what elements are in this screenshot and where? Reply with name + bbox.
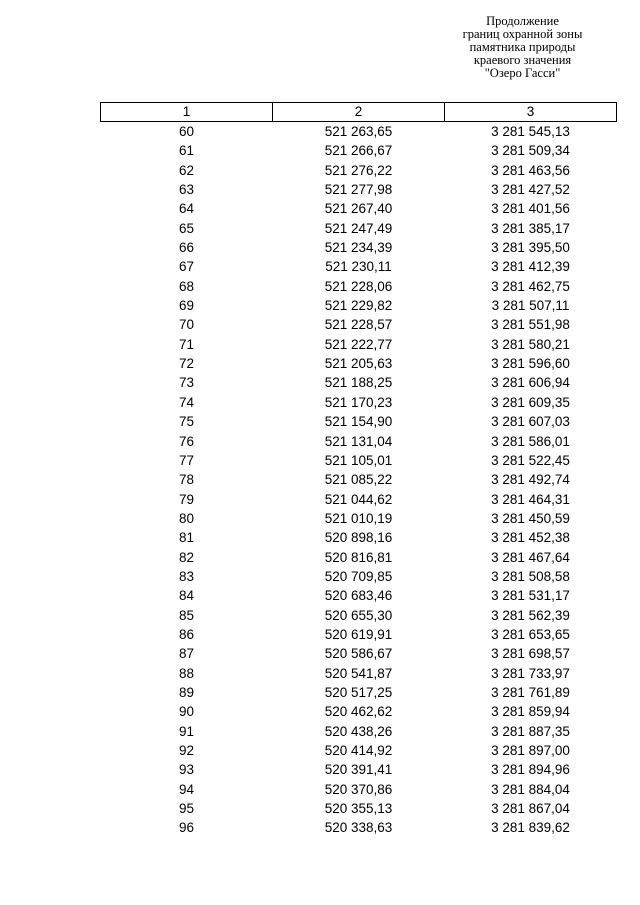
table-row (101, 219, 617, 238)
cell-point-number: 94 (178, 781, 195, 797)
table-row (101, 741, 617, 760)
table-row (101, 335, 617, 354)
table-row (101, 180, 617, 199)
cell-point-number: 68 (178, 278, 195, 294)
cell-point-number: 85 (178, 607, 195, 623)
cell-x-coordinate: 520 517,25 (324, 684, 393, 700)
cell-y-coordinate: 3 281 761,89 (491, 684, 570, 700)
cell-point-number: 77 (178, 452, 195, 468)
cell-x-coordinate: 521 085,22 (324, 472, 393, 488)
cell-point-number: 87 (178, 646, 195, 662)
table-row (101, 799, 617, 818)
cell-point-number: 73 (178, 375, 195, 391)
cell-x-coordinate: 520 816,81 (324, 549, 393, 565)
table-row (101, 509, 617, 528)
cell-point-number: 63 (178, 182, 195, 198)
cell-y-coordinate: 3 281 427,52 (491, 182, 570, 198)
cell-x-coordinate: 521 105,01 (324, 452, 393, 468)
cell-y-coordinate: 3 281 733,97 (491, 665, 570, 681)
cell-y-coordinate: 3 281 887,35 (491, 723, 570, 739)
cell-y-coordinate: 3 281 884,04 (491, 781, 570, 797)
cell-x-coordinate: 520 370,86 (324, 781, 393, 797)
cell-y-coordinate: 3 281 894,96 (491, 762, 570, 778)
column-header-y: 3 (445, 103, 617, 122)
table-row (101, 432, 617, 451)
cell-x-coordinate: 521 247,49 (324, 220, 393, 236)
cell-x-coordinate: 521 267,40 (324, 201, 393, 217)
cell-y-coordinate: 3 281 653,65 (491, 626, 570, 642)
cell-x-coordinate: 520 391,41 (324, 762, 393, 778)
table-header (101, 103, 617, 122)
cell-y-coordinate: 3 281 586,01 (491, 433, 570, 449)
cell-point-number: 64 (178, 201, 195, 217)
cell-point-number: 71 (178, 336, 195, 352)
cell-x-coordinate: 520 655,30 (324, 607, 393, 623)
cell-x-coordinate: 520 541,87 (324, 665, 393, 681)
cell-y-coordinate: 3 281 897,00 (491, 743, 570, 758)
cell-point-number: 81 (178, 530, 195, 546)
caption-line: "Озеро Гасси" (484, 66, 561, 80)
column-header-x: 2 (273, 103, 445, 122)
cell-y-coordinate: 3 281 522,45 (491, 452, 570, 468)
cell-y-coordinate: 3 281 395,50 (491, 240, 570, 256)
table-row (101, 315, 617, 334)
cell-y-coordinate: 3 281 609,35 (491, 394, 570, 410)
table-row (101, 702, 617, 721)
cell-y-coordinate: 3 281 867,04 (491, 801, 570, 817)
cell-x-coordinate: 521 229,82 (324, 298, 393, 314)
cell-point-number: 70 (178, 317, 195, 333)
cell-point-number: 84 (178, 588, 195, 604)
table-row (101, 393, 617, 412)
caption-line: краевого значения (473, 53, 572, 67)
cell-point-number: 78 (178, 472, 195, 488)
cell-point-number: 65 (178, 220, 195, 236)
table-row (101, 625, 617, 644)
table-row (101, 490, 617, 509)
cell-y-coordinate: 3 281 462,75 (491, 278, 570, 294)
coordinates-table (100, 102, 617, 838)
cell-y-coordinate: 3 281 401,56 (491, 201, 570, 217)
cell-x-coordinate: 520 438,26 (324, 723, 393, 739)
cell-x-coordinate: 520 709,85 (324, 568, 393, 584)
cell-x-coordinate: 520 586,67 (324, 646, 393, 662)
cell-point-number: 90 (178, 704, 195, 720)
table-row (101, 277, 617, 296)
cell-point-number: 92 (178, 743, 195, 758)
cell-x-coordinate: 521 277,98 (324, 182, 393, 198)
cell-x-coordinate: 520 619,91 (324, 626, 393, 642)
cell-point-number: 60 (178, 124, 195, 139)
table-row (101, 470, 617, 489)
cell-point-number: 75 (178, 414, 195, 430)
cell-x-coordinate: 521 266,67 (324, 143, 393, 159)
table-row (101, 199, 617, 218)
cell-y-coordinate: 3 281 452,38 (491, 530, 570, 546)
table-row (101, 818, 617, 837)
cell-y-coordinate: 3 281 859,94 (491, 704, 570, 720)
cell-x-coordinate: 521 228,57 (324, 317, 393, 333)
cell-y-coordinate: 3 281 450,59 (491, 510, 570, 526)
cell-point-number: 96 (178, 820, 195, 836)
cell-x-coordinate: 521 044,62 (324, 491, 393, 507)
table-row (101, 296, 617, 315)
table-row (101, 722, 617, 741)
cell-point-number: 80 (178, 510, 195, 526)
cell-point-number: 91 (178, 723, 195, 739)
table-row (101, 238, 617, 257)
caption-line: Продолжение (486, 14, 559, 28)
cell-point-number: 61 (178, 143, 195, 159)
cell-y-coordinate: 3 281 412,39 (491, 259, 570, 275)
table-row (101, 664, 617, 683)
cell-point-number: 93 (178, 762, 195, 778)
cell-y-coordinate: 3 281 492,74 (491, 472, 570, 488)
cell-point-number: 69 (178, 298, 195, 314)
table-row (101, 567, 617, 586)
cell-x-coordinate: 521 170,23 (324, 394, 393, 410)
cell-point-number: 62 (178, 162, 195, 178)
table-row (101, 548, 617, 567)
cell-x-coordinate: 521 228,06 (324, 278, 393, 294)
cell-point-number: 76 (178, 433, 195, 449)
cell-x-coordinate: 521 010,19 (324, 510, 393, 526)
table-row (101, 373, 617, 392)
cell-point-number: 95 (178, 801, 195, 817)
cell-y-coordinate: 3 281 508,58 (491, 568, 570, 584)
cell-y-coordinate: 3 281 596,60 (491, 356, 570, 372)
cell-x-coordinate: 521 188,25 (324, 375, 393, 391)
cell-point-number: 67 (178, 259, 195, 275)
cell-x-coordinate: 521 230,11 (325, 259, 392, 275)
table-row (101, 760, 617, 779)
cell-y-coordinate: 3 281 580,21 (491, 336, 570, 352)
cell-x-coordinate: 520 462,62 (324, 704, 393, 720)
cell-point-number: 89 (178, 684, 195, 700)
cell-x-coordinate: 521 205,63 (324, 356, 393, 372)
cell-x-coordinate: 521 234,39 (324, 240, 393, 256)
cell-point-number: 72 (178, 356, 195, 372)
cell-y-coordinate: 3 281 509,34 (491, 143, 570, 159)
cell-point-number: 79 (178, 491, 195, 507)
cell-x-coordinate: 521 131,04 (324, 433, 393, 449)
cell-y-coordinate: 3 281 562,39 (491, 607, 570, 623)
cell-y-coordinate: 3 281 698,57 (491, 646, 570, 662)
table-row (101, 451, 617, 470)
cell-x-coordinate: 520 338,63 (324, 820, 393, 836)
cell-y-coordinate: 3 281 551,98 (491, 317, 570, 333)
cell-y-coordinate: 3 281 464,31 (491, 491, 570, 507)
cell-point-number: 86 (178, 626, 195, 642)
cell-x-coordinate: 521 154,90 (324, 414, 393, 430)
table-row (101, 257, 617, 276)
cell-point-number: 74 (178, 394, 195, 410)
cell-point-number: 66 (178, 240, 195, 256)
cell-y-coordinate: 3 281 606,94 (491, 375, 570, 391)
table-row (101, 354, 617, 373)
cell-point-number: 88 (178, 665, 195, 681)
cell-y-coordinate: 3 281 607,03 (491, 414, 570, 430)
cell-y-coordinate: 3 281 507,11 (491, 298, 570, 314)
table-row (101, 644, 617, 663)
table-body (101, 122, 617, 838)
cell-point-number: 83 (178, 568, 195, 584)
column-header-point-number: 1 (101, 103, 273, 122)
table-row (101, 161, 617, 180)
cell-y-coordinate: 3 281 531,17 (491, 588, 570, 604)
cell-x-coordinate: 520 355,13 (324, 801, 393, 817)
caption-line: памятника природы (469, 40, 576, 54)
continuation-caption (430, 15, 615, 80)
header-row (101, 103, 617, 122)
cell-y-coordinate: 3 281 545,13 (491, 124, 570, 139)
cell-y-coordinate: 3 281 467,64 (491, 549, 570, 565)
cell-x-coordinate: 521 276,22 (324, 162, 393, 178)
table-row (101, 528, 617, 547)
cell-x-coordinate: 520 683,46 (324, 588, 393, 604)
cell-x-coordinate: 520 414,92 (324, 743, 393, 758)
cell-y-coordinate: 3 281 839,62 (491, 820, 570, 836)
table-row (101, 606, 617, 625)
cell-x-coordinate: 521 222,77 (324, 336, 393, 352)
table-row (101, 586, 617, 605)
caption-line: границ охранной зоны (462, 27, 583, 41)
cell-point-number: 82 (178, 549, 195, 565)
table-row (101, 683, 617, 702)
table-row (101, 122, 617, 142)
cell-x-coordinate: 521 263,65 (324, 124, 393, 139)
table-row (101, 412, 617, 431)
table-row (101, 141, 617, 160)
table-row (101, 780, 617, 799)
cell-y-coordinate: 3 281 463,56 (491, 162, 570, 178)
cell-y-coordinate: 3 281 385,17 (491, 220, 570, 236)
cell-x-coordinate: 520 898,16 (324, 530, 393, 546)
